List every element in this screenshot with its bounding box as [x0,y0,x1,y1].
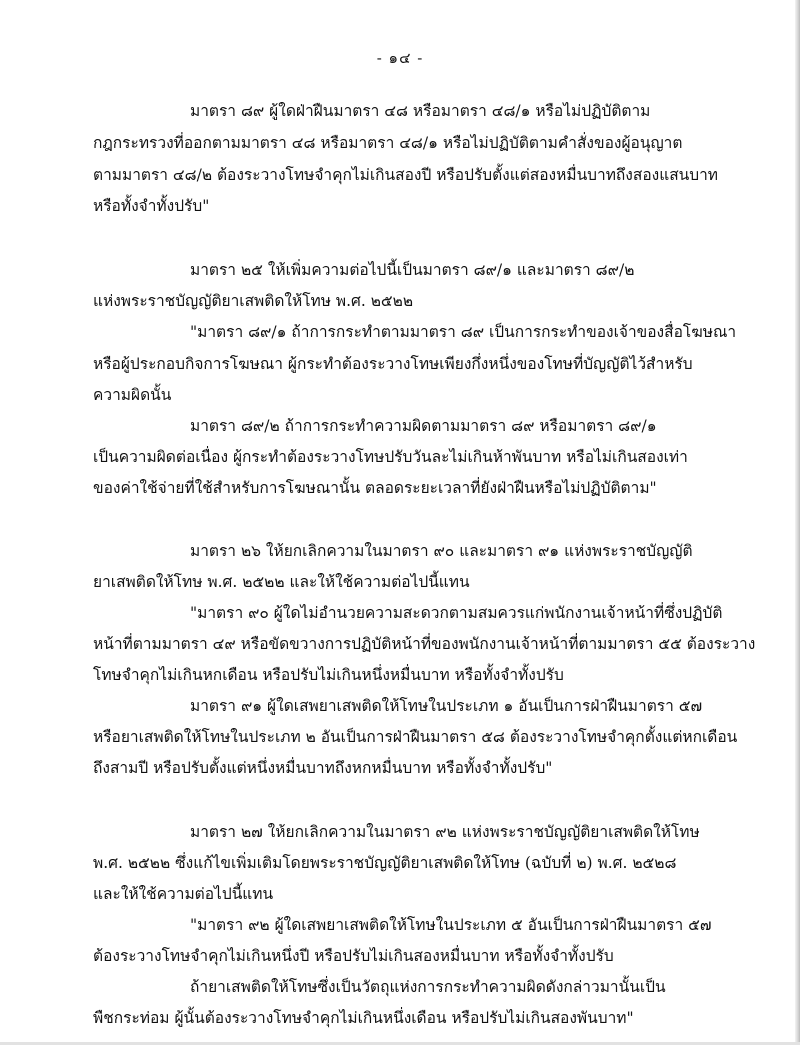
text-line: หน้าที่ตามมาตรา ๔๙ หรือขัดขวางการปฏิบัติหน้าที่ของพนักงานเจ้าหน้าที่ตามมาตรา ๕๕ ต้องระวาง [93,635,756,653]
text-line: ของค่าใช้จ่ายที่ใช้สำหรับการโฆษณานั้น ตลอดระยะเวลาที่ยังฝ่าฝืนหรือไม่ปฏิบัติตาม" [93,479,657,497]
text-line: "มาตรา ๙๐ ผู้ใดไม่อำนวยความสะดวกตามสมควรแก่พนักงานเจ้าหน้าที่ซึ่งปฏิบัติ [190,604,723,622]
text-line: ถึงสามปี หรือปรับตั้งแต่หนึ่งหมื่นบาทถึงหกหมื่นบาท หรือทั้งจำทั้งปรับ" [93,759,553,777]
text-line: มาตรา ๘๙/๒ ถ้าการกระทำความผิดตามมาตรา ๘๙ หรือมาตรา ๘๙/๑ [190,417,657,435]
text-line: ตามมาตรา ๔๘/๒ ต้องระวางโทษจำคุกไม่เกินสองปี หรือปรับตั้งแต่สองหมื่นบาทถึงสองแสนบาท [93,166,719,184]
text-line: ความผิดนั้น [93,386,172,404]
page-edge [795,0,800,1045]
text-line: เป็นความผิดต่อเนื่อง ผู้กระทำต้องระวางโทษปรับวันละไม่เกินห้าพันบาท หรือไม่เกินสองเท่า [93,448,688,466]
text-line: มาตรา ๒๗ ให้ยกเลิกความในมาตรา ๙๒ แห่งพระราชบัญญัติยาเสพติดให้โทษ [190,823,700,841]
text-line: "มาตรา ๙๒ ผู้ใดเสพยาเสพติดให้โทษในประเภท ๕ อันเป็นการฝ่าฝืนมาตรา ๕๗ [190,916,712,934]
text-line: กฎกระทรวงที่ออกตามมาตรา ๔๘ หรือมาตรา ๔๘/๑ หรือไม่ปฏิบัติตามคำสั่งของผู้อนุญาต [93,134,683,152]
text-line: มาตรา ๙๑ ผู้ใดเสพยาเสพติดให้โทษในประเภท ๑ อันเป็นการฝ่าฝืนมาตรา ๕๗ [190,697,703,715]
text-line: และให้ใช้ความต่อไปนี้แทน [93,885,274,903]
text-line: โทษจำคุกไม่เกินหกเดือน หรือปรับไม่เกินหนึ่งหมื่นบาท หรือทั้งจำทั้งปรับ [93,666,564,684]
text-line: ยาเสพติดให้โทษ พ.ศ. ๒๕๒๒ และให้ใช้ความต่อไปนี้แทน [93,573,470,591]
text-line: หรือทั้งจำทั้งปรับ" [93,197,210,215]
text-line: มาตรา ๒๕ ให้เพิ่มความต่อไปนี้เป็นมาตรา ๘๙/๑ และมาตรา ๘๙/๒ [190,261,635,279]
text-line: มาตรา ๒๖ ให้ยกเลิกความในมาตรา ๙๐ และมาตรา ๙๑ แห่งพระราชบัญญัติ [190,542,693,560]
text-line: หรือผู้ประกอบกิจการโฆษณา ผู้กระทำต้องระวางโทษเพียงกึ่งหนึ่งของโทษที่บัญญัติไว้สำหรับ [93,355,693,373]
text-line: ต้องระวางโทษจำคุกไม่เกินหนึ่งปี หรือปรับไม่เกินสองหมื่นบาท หรือทั้งจำทั้งปรับ [93,947,614,965]
text-line: หรือยาเสพติดให้โทษในประเภท ๒ อันเป็นการฝ่าฝืนมาตรา ๕๘ ต้องระวางโทษจำคุกตั้งแต่หกเดือน [93,728,738,746]
text-line: พ.ศ. ๒๕๒๒ ซึ่งแก้ไขเพิ่มเติมโดยพระราชบัญญัติยาเสพติดให้โทษ (ฉบับที่ ๒) พ.ศ. ๒๕๒๘ [93,854,677,872]
page-number: - ๑๔ - [376,49,424,67]
text-line: มาตรา ๘๙ ผู้ใดฝ่าฝืนมาตรา ๔๘ หรือมาตรา ๔๘/๑ หรือไม่ปฏิบัติตาม [190,102,651,120]
text-line: "มาตรา ๘๙/๑ ถ้าการกระทำตามมาตรา ๘๙ เป็นการกระทำของเจ้าของสื่อโฆษณา [190,323,737,341]
text-line: พืชกระท่อม ผู้นั้นต้องระวางโทษจำคุกไม่เกินหนึ่งเดือน หรือปรับไม่เกินสองพันบาท" [93,1009,634,1027]
text-line: แห่งพระราชบัญญัติยาเสพติดให้โทษ พ.ศ. ๒๕๒๒ [93,292,414,310]
text-line: ถ้ายาเสพติดให้โทษซึ่งเป็นวัตถุแห่งการกระทำความผิดดังกล่าวมานั้นเป็น [190,978,666,996]
